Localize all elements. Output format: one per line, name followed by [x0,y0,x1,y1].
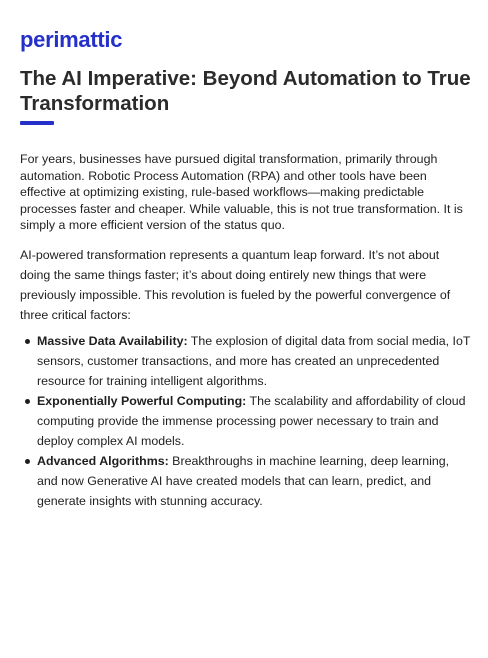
bullet-icon [25,399,30,404]
factor-label: Exponentially Powerful Computing: [37,394,247,408]
title-underline-accent [20,121,54,125]
list-item [20,451,472,511]
factor-text: Breakthroughs in machine learning, deep learning, and now Generative AI have created models that can learn, predict, and generate insights with stunning accuracy. [37,454,450,508]
factor-label: Massive Data Availability: [37,334,188,348]
list-item [20,391,472,451]
factor-label: Advanced Algorithms: [37,454,169,468]
bullet-icon [25,339,30,344]
brand-logo[interactable]: perimattic [20,27,123,52]
page-title: The AI Imperative: Beyond Automation to True Transformation [20,67,471,115]
intro-paragraph: For years, businesses have pursued digital transformation, primarily through automation. Robotic Process Automation (RPA) and other tools have been effective at optimizing existing, rule-based workflows—making predictable processes faster and cheaper. While valuable, this is not true transformation. It is simply a more efficient version of the status quo. [20,152,463,233]
factor-text: The explosion of digital data from social media, IoT sensors, customer transactions, and more has created an unprecedented resource for training intelligent algorithms. [37,334,471,388]
list-item [20,331,472,391]
convergence-paragraph: AI-powered transformation represents a quantum leap forward. It’s not about doing the same things faster; it’s about doing entirely new things that were previously impossible. This revolution is fueled by the powerful convergence of three critical factors: [20,248,451,322]
factor-text: The scalability and affordability of cloud computing provide the immense processing power necessary to train and deploy complex AI models. [37,394,466,448]
critical-factors-list [20,331,472,511]
bullet-icon [25,459,30,464]
